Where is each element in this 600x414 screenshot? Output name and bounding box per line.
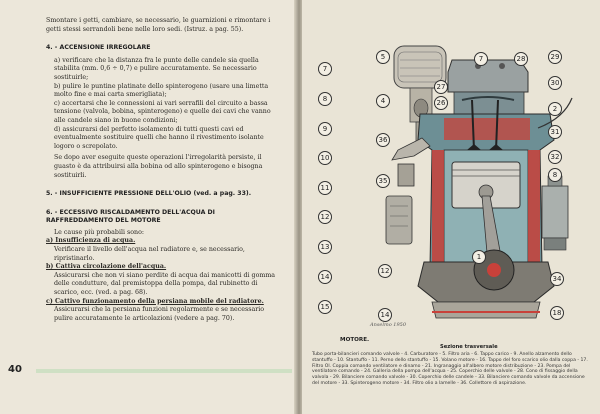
section-6-heading: 6. - ECCESSIVO RISCALDAMENTO DELL'ACQUA DI RAFFREDDAMENTO DEL MOTORE	[46, 208, 215, 225]
callout-36: 36	[376, 133, 390, 147]
section-6-b-text: Assicurarsi che non vi siano perdite di acqua dai manicotti di gomma delle condutture, dal premistoppa della pompa, dal rubinetto di scarico, ecc. (ved. a pag. 68).	[54, 271, 276, 297]
illustrator-signature: Anselmo 1950	[370, 322, 407, 328]
page-footer-bar	[36, 369, 292, 373]
page-number: 40	[8, 364, 22, 375]
callout-14: 14	[318, 270, 332, 284]
callout-15: 15	[318, 300, 332, 314]
callout-28: 28	[514, 52, 528, 66]
callout-27: 27	[434, 80, 448, 94]
callout-2: 2	[548, 102, 562, 116]
callout-5: 5	[376, 50, 390, 64]
callout-4: 4	[376, 94, 390, 108]
section-title: Sezione trasversale	[440, 344, 498, 350]
figure-caption: Tubo porta-bilancieri comando valvole - 4. Carburatore - 5. Filtro aria - 6. Tappo carico - 9. Anello alzamento dello stantuffo - 10. Stantuffo - 11. Perno dello stantuffo - 15. Volano motore - 16. Tappo del foro scarico olio dalla coppa - 17. Filtro Ol. Coppia comando ventilatore e dinamo - 21. Ingranaggio all'albero motore distribuzione - 23. Pompa del ventilatore comando - 24. Galleria della pompa dell'acqua - 25. Coperchio delle valvole - 28. Cono di fissaggio della valvola - 29. Bilanciere comando valvole - 30. Coperchio delle candele - 33. Bilanciere comando valvole da accensione del motore - 33. Spinterogeno motore - 34. Filtro olio a lamelle - 36. Collettore di aspirazione.	[312, 352, 588, 386]
section-6-c-title: c) Cattivo funzionamento della persiana mobile del radiatore.	[46, 297, 264, 305]
callout-30: 30	[548, 76, 562, 90]
callout-14-lower: 14	[378, 308, 392, 322]
callout-26: 26	[434, 96, 448, 110]
callout-29: 29	[548, 50, 562, 64]
callout-11: 11	[318, 181, 332, 195]
section-6-intro: Le cause più probabili sono:	[54, 228, 144, 236]
callout-7-top: 7	[474, 52, 488, 66]
callout-35: 35	[376, 174, 390, 188]
callout-7-left: 7	[318, 62, 332, 76]
section-label: MOTORE.	[340, 337, 370, 343]
callout-13: 13	[318, 240, 332, 254]
section-4-item-c: c) accertarsi che le connessioni ai vari serrafili del circuito a bassa tensione (valvola, bobina, spinterogeno) e quelle dei cavi che vanno alle candele siano in buone condizioni;	[54, 99, 271, 124]
section-6-a-title: a) Insufficienza di acqua.	[46, 237, 136, 245]
valve-cover-drawing	[448, 60, 528, 114]
callout-31: 31	[548, 125, 562, 139]
section-4-item-a: a) verificare che la distanza fra le punte delle candele sia quella stabilita (mm. 0,6 ÷ 0,7) e pulire accuratamente. Se necessario sostituirle;	[54, 56, 259, 81]
section-4-item-d: d) assicurarsi del perfetto isolamento di tutti questi cavi ed eventualmente sostituire quelli che hanno il rivestimento isolante logoro o screpolato.	[54, 125, 264, 150]
oil-filter-drawing	[386, 196, 412, 244]
callout-12-lower: 12	[378, 264, 392, 278]
section-4-heading: 4. - ACCENSIONE IRREGOLARE	[46, 44, 151, 52]
callout-8-right: 8	[548, 168, 562, 182]
callout-8-left: 8	[318, 92, 332, 106]
section-4-item-b: b) pulire le puntine platinate dello spinterogeno (usare una limetta molto fine e mai carta smerigliata);	[54, 82, 269, 99]
callout-18: 18	[550, 306, 564, 320]
callout-1: 1	[472, 250, 486, 264]
section-6-b-title: b) Cattiva circolazione dell'acqua.	[46, 263, 167, 271]
left-text-block	[46, 17, 278, 323]
section-6-c-text: Assicurarsi che la persiana funzioni regolarmente e se necessario pulire accuratamente le articolazioni (vedere a pag. 70).	[54, 306, 265, 322]
intro-paragraph: Smontare i getti, cambiare, se necessario, le guarnizioni e rimontare i getti stessi serrandoli bene nelle loro sedi. (Istruz. a pag. 55).	[46, 17, 271, 33]
section-4-note: Se dopo aver eseguite queste operazioni l'irregolarità persiste, il guasto è da attribuirsi alla bobina od allo spinterogeno e bisogna sostituirli.	[54, 154, 263, 179]
callout-10: 10	[318, 151, 332, 165]
callout-34: 34	[550, 272, 564, 286]
callout-32: 32	[548, 150, 562, 164]
callout-12: 12	[318, 210, 332, 224]
section-5-heading: 5. - INSUFFICIENTE PRESSIONE DELL'OLIO (ved. a pag. 33).	[46, 190, 252, 198]
distributor-drawing	[542, 176, 568, 250]
callout-9: 9	[318, 122, 332, 136]
section-6-a-text: Verificare il livello dell'acqua nel radiatore e, se necessario, ripristinarlo.	[54, 246, 245, 262]
left-page	[0, 0, 296, 414]
